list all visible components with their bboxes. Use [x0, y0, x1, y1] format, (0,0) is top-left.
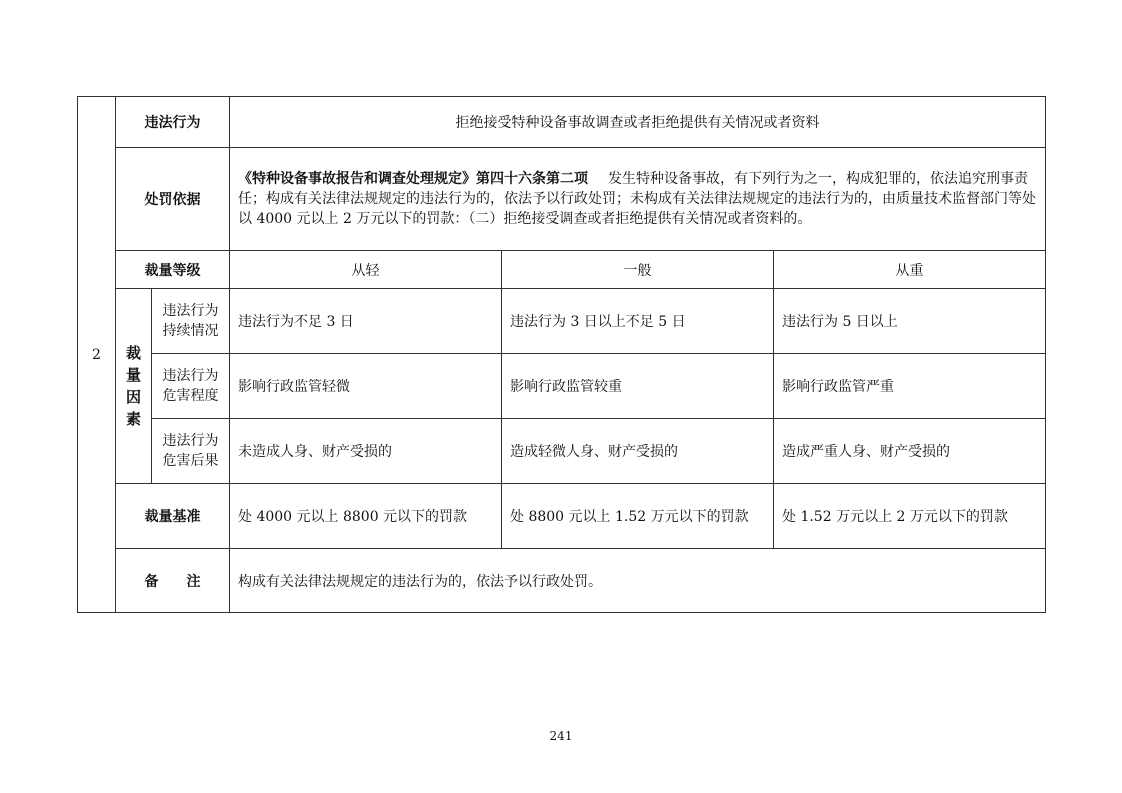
factor-value: 违法行为 3 日以上不足 5 日 [502, 289, 774, 354]
standard-row [78, 484, 1046, 549]
penalty-basis-label: 处罚依据 [116, 148, 230, 251]
level-general: 一般 [502, 251, 774, 289]
penalty-basis-cell [230, 148, 1046, 251]
factor-value: 未造成人身、财产受损的 [230, 419, 502, 484]
factor-name-line: 违法行为 [162, 433, 219, 449]
penalty-basis-row [78, 148, 1046, 251]
factors-label-char: 因 [125, 388, 141, 406]
factor-name [152, 354, 230, 419]
factor-row-duration [78, 289, 1046, 354]
factor-row-harm-degree [78, 354, 1046, 419]
factor-value: 影响行政监管较重 [502, 354, 774, 419]
factor-name-line: 违法行为 [162, 368, 219, 384]
penalty-basis-text: 发生特种设备事故，有下列行为之一，构成犯罪的，依法追究刑事责任；构成有关法律法规规定的违法行为的，依法予以行政处罚；未构成有关法律法规规定的违法行为的，由质量技术监督部门等处以 4000 元以上 2 万元以下的罚款：（二）拒绝接受调查或者拒绝提供有关情况或者资料的。 [238, 171, 1036, 227]
factor-value: 造成严重人身、财产受损的 [774, 419, 1046, 484]
standard-value: 处 4000 元以上 8800 元以下的罚款 [230, 484, 502, 549]
factors-label-char: 量 [125, 366, 141, 384]
factors-label-char: 素 [125, 410, 141, 428]
standard-value: 处 8800 元以上 1.52 万元以下的罚款 [502, 484, 774, 549]
level-severe: 从重 [774, 251, 1046, 289]
levels-label: 裁量等级 [116, 251, 230, 289]
factors-label [116, 289, 152, 484]
remarks-text: 构成有关法律法规规定的违法行为的，依法予以行政处罚。 [230, 549, 1046, 613]
violation-row [78, 97, 1046, 148]
standard-label: 裁量基准 [116, 484, 230, 549]
remarks-row [78, 549, 1046, 613]
page-number: 241 [549, 729, 573, 743]
factor-name [152, 289, 230, 354]
violation-text: 拒绝接受特种设备事故调查或者拒绝提供有关情况或者资料 [230, 97, 1046, 148]
violation-label: 违法行为 [116, 97, 230, 148]
row-number: 2 [78, 97, 116, 613]
factor-value: 造成轻微人身、财产受损的 [502, 419, 774, 484]
standard-value: 处 1.52 万元以上 2 万元以下的罚款 [774, 484, 1046, 549]
factor-value: 影响行政监管严重 [774, 354, 1046, 419]
factor-name [152, 419, 230, 484]
factor-name-line: 危害后果 [162, 453, 219, 469]
level-lenient: 从轻 [230, 251, 502, 289]
factor-name-line: 违法行为 [162, 303, 219, 319]
penalty-basis-reference: 《特种设备事故报告和调查处理规定》第四十六条第二项 [238, 171, 588, 187]
factors-label-char: 裁 [125, 344, 141, 362]
remarks-label-char: 备 [144, 573, 159, 590]
factor-value: 影响行政监管轻微 [230, 354, 502, 419]
levels-row [78, 251, 1046, 289]
factor-value: 违法行为不足 3 日 [230, 289, 502, 354]
discretion-standard-table [77, 96, 1046, 613]
factor-row-harm-consequence [78, 419, 1046, 484]
factor-name-line: 危害程度 [162, 388, 219, 404]
remarks-label [116, 549, 230, 613]
factor-name-line: 持续情况 [162, 323, 219, 339]
factor-value: 违法行为 5 日以上 [774, 289, 1046, 354]
remarks-label-char: 注 [186, 573, 201, 590]
